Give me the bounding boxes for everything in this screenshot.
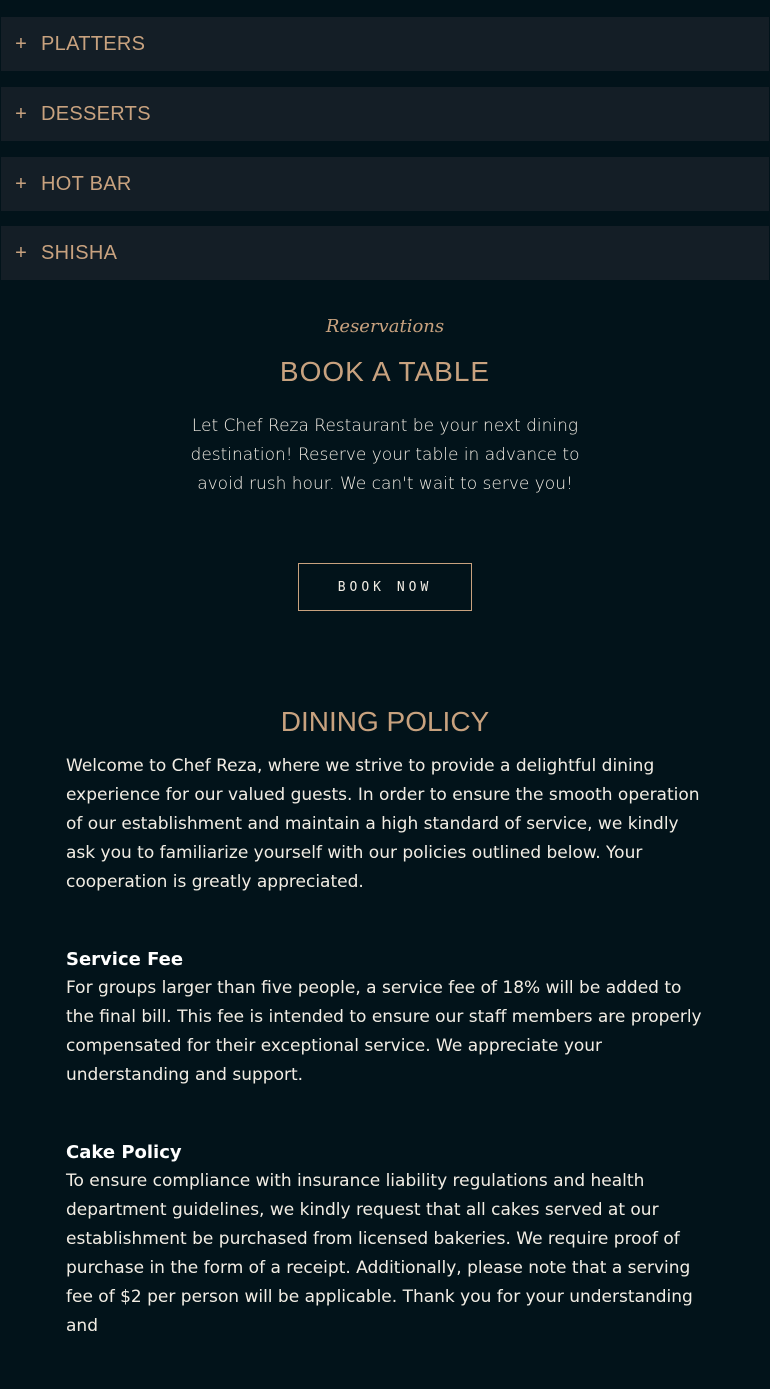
accordion-item-platters[interactable] <box>1 17 769 71</box>
plus-icon: + <box>15 103 27 125</box>
plus-icon: + <box>15 33 27 55</box>
accordion-label: SHISHA <box>41 241 118 264</box>
accordion-item-shisha[interactable] <box>1 226 769 280</box>
book-a-table-heading: BOOK A TABLE <box>279 356 491 387</box>
reservations-description: Let Chef Reza Restaurant be your next dining destination! Reserve your table in advance to avoid rush hour. We can't wait to serve you! <box>190 416 580 494</box>
accordion-label: DESSERTS <box>41 102 151 125</box>
dining-policy-body <box>66 752 706 1389</box>
dining-policy-heading: DINING POLICY <box>280 706 490 737</box>
cake-policy-heading: Cake Policy <box>66 1142 182 1163</box>
service-fee-heading: Service Fee <box>66 949 184 970</box>
accordion-label: HOT BAR <box>41 172 132 195</box>
book-now-button[interactable]: BOOK NOW <box>298 563 472 611</box>
accordion-label: PLATTERS <box>41 32 146 55</box>
accordion-item-desserts[interactable] <box>1 87 769 141</box>
reservations-kicker: Reservations <box>325 316 445 337</box>
plus-icon: + <box>15 242 27 264</box>
policy-intro: Welcome to Chef Reza, where we strive to provide a delightful dining experience for our valued guests. In order to ensure the smooth operation of our establishment and maintain a high standard of service, we kindly ask you to familiarize yourself with our policies outlined below. Your cooperation is greatly appreciated. <box>66 756 700 892</box>
cake-policy-text: To ensure compliance with insurance liability regulations and health department guidelines, we kindly request that all cakes served at our establishment be purchased from licensed bakeries. We require proof of purchase in the form of a receipt. Additionally, please note that a serving fee of $2 per person will be applicable. Thank you for your understanding and <box>66 1171 693 1336</box>
plus-icon: + <box>15 173 27 195</box>
service-fee-text: For groups larger than five people, a service fee of 18% will be added to the final bill. This fee is intended to ensure our staff members are properly compensated for their exceptional service. We appreciate your understanding and support. <box>66 978 702 1085</box>
accordion-item-hot-bar[interactable] <box>1 157 769 211</box>
